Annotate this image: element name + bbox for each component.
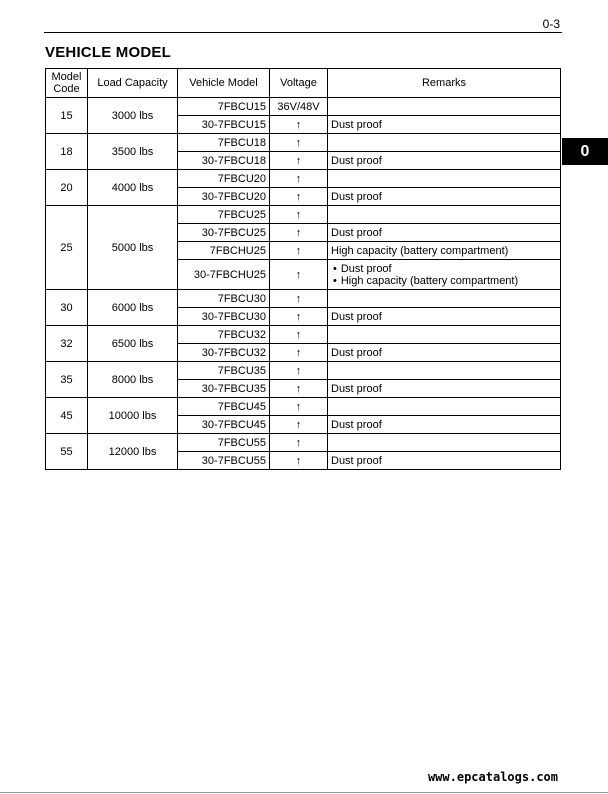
model-code-cell: 55	[46, 434, 88, 470]
voltage-cell: ↑	[270, 260, 328, 290]
vehicle-model-cell: 30-7FBCHU25	[178, 260, 270, 290]
vehicle-model-cell: 7FBCU30	[178, 290, 270, 308]
vehicle-model-cell: 7FBCU55	[178, 434, 270, 452]
model-code-cell: 35	[46, 362, 88, 398]
load-capacity-cell: 3500 lbs	[88, 134, 178, 170]
page-title: VEHICLE MODEL	[45, 44, 171, 61]
load-capacity-cell: 4000 lbs	[88, 170, 178, 206]
table-row	[46, 98, 561, 116]
header-remarks: Remarks	[328, 69, 561, 98]
remarks-cell: High capacity (battery compartment)	[328, 242, 561, 260]
remarks-cell: Dust proof	[328, 380, 561, 398]
voltage-cell: ↑	[270, 326, 328, 344]
voltage-cell: ↑	[270, 170, 328, 188]
table-row	[46, 206, 561, 224]
table-row	[46, 134, 561, 152]
voltage-cell: ↑	[270, 452, 328, 470]
model-code-cell: 30	[46, 290, 88, 326]
load-capacity-cell: 6500 lbs	[88, 326, 178, 362]
remarks-cell: Dust proof	[328, 116, 561, 134]
model-code-cell: 18	[46, 134, 88, 170]
model-code-cell: 15	[46, 98, 88, 134]
header-model-code	[46, 69, 88, 98]
voltage-cell: ↑	[270, 434, 328, 452]
footer-rule	[0, 792, 608, 793]
voltage-cell: ↑	[270, 188, 328, 206]
table-row	[46, 326, 561, 344]
table-header-row	[46, 69, 561, 98]
header-load-capacity: Load Capacity	[88, 69, 178, 98]
remarks-cell	[328, 398, 561, 416]
vehicle-model-cell: 30-7FBCU25	[178, 224, 270, 242]
vehicle-model-cell: 30-7FBCU30	[178, 308, 270, 326]
remarks-cell: Dust proof	[328, 224, 561, 242]
remarks-cell	[328, 290, 561, 308]
model-code-cell: 45	[46, 398, 88, 434]
vehicle-model-cell: 7FBCU15	[178, 98, 270, 116]
load-capacity-cell: 3000 lbs	[88, 98, 178, 134]
table-body	[46, 98, 561, 470]
vehicle-model-cell: 30-7FBCU18	[178, 152, 270, 170]
vehicle-model-cell: 7FBCU20	[178, 170, 270, 188]
table-row	[46, 434, 561, 452]
voltage-cell: ↑	[270, 290, 328, 308]
voltage-cell: ↑	[270, 416, 328, 434]
model-code-cell: 25	[46, 206, 88, 290]
voltage-cell: ↑	[270, 398, 328, 416]
remarks-cell: Dust proof	[328, 188, 561, 206]
vehicle-model-cell: 30-7FBCU35	[178, 380, 270, 398]
remarks-list-item: • High capacity (battery compartment)	[333, 275, 557, 287]
load-capacity-cell: 6000 lbs	[88, 290, 178, 326]
vehicle-model-cell: 7FBCU35	[178, 362, 270, 380]
remarks-cell	[328, 206, 561, 224]
vehicle-model-cell: 7FBCU45	[178, 398, 270, 416]
remarks-cell	[328, 134, 561, 152]
voltage-cell: ↑	[270, 134, 328, 152]
remarks-cell	[328, 434, 561, 452]
header-voltage: Voltage	[270, 69, 328, 98]
table-row	[46, 362, 561, 380]
voltage-cell: ↑	[270, 224, 328, 242]
remarks-cell: Dust proof	[328, 416, 561, 434]
header-rule	[44, 32, 562, 33]
vehicle-model-cell: 7FBCU25	[178, 206, 270, 224]
vehicle-model-cell: 30-7FBCU32	[178, 344, 270, 362]
remarks-cell: Dust proof	[328, 152, 561, 170]
remarks-list-item: • Dust proof	[333, 263, 557, 275]
header-vehicle-model: Vehicle Model	[178, 69, 270, 98]
voltage-cell: 36V/48V	[270, 98, 328, 116]
vehicle-model-cell: 30-7FBCU45	[178, 416, 270, 434]
load-capacity-cell: 10000 lbs	[88, 398, 178, 434]
voltage-cell: ↑	[270, 362, 328, 380]
page-number: 0-3	[542, 17, 560, 31]
remarks-cell: Dust proof	[328, 344, 561, 362]
load-capacity-cell: 8000 lbs	[88, 362, 178, 398]
voltage-cell: ↑	[270, 380, 328, 398]
remarks-cell	[328, 362, 561, 380]
vehicle-model-cell: 7FBCU32	[178, 326, 270, 344]
voltage-cell: ↑	[270, 206, 328, 224]
header-model-code-label: Model Code	[51, 71, 82, 95]
footer-url: www.epcatalogs.com	[427, 770, 558, 784]
table-row	[46, 290, 561, 308]
vehicle-model-table	[45, 68, 561, 470]
vehicle-model-cell: 30-7FBCU15	[178, 116, 270, 134]
remarks-cell	[328, 98, 561, 116]
vehicle-model-cell: 30-7FBCU20	[178, 188, 270, 206]
vehicle-model-cell: 7FBCU18	[178, 134, 270, 152]
load-capacity-cell: 5000 lbs	[88, 206, 178, 290]
remarks-list	[331, 263, 557, 287]
voltage-cell: ↑	[270, 152, 328, 170]
load-capacity-cell: 12000 lbs	[88, 434, 178, 470]
remarks-cell	[328, 170, 561, 188]
model-code-cell: 20	[46, 170, 88, 206]
voltage-cell: ↑	[270, 242, 328, 260]
table-row	[46, 398, 561, 416]
voltage-cell: ↑	[270, 308, 328, 326]
remarks-cell: Dust proof	[328, 308, 561, 326]
remarks-cell	[328, 326, 561, 344]
remarks-cell	[328, 260, 561, 290]
table-row	[46, 170, 561, 188]
remarks-cell: Dust proof	[328, 452, 561, 470]
vehicle-model-cell: 7FBCHU25	[178, 242, 270, 260]
voltage-cell: ↑	[270, 344, 328, 362]
model-code-cell: 32	[46, 326, 88, 362]
vehicle-model-cell: 30-7FBCU55	[178, 452, 270, 470]
section-tab: 0	[562, 138, 608, 165]
voltage-cell: ↑	[270, 116, 328, 134]
